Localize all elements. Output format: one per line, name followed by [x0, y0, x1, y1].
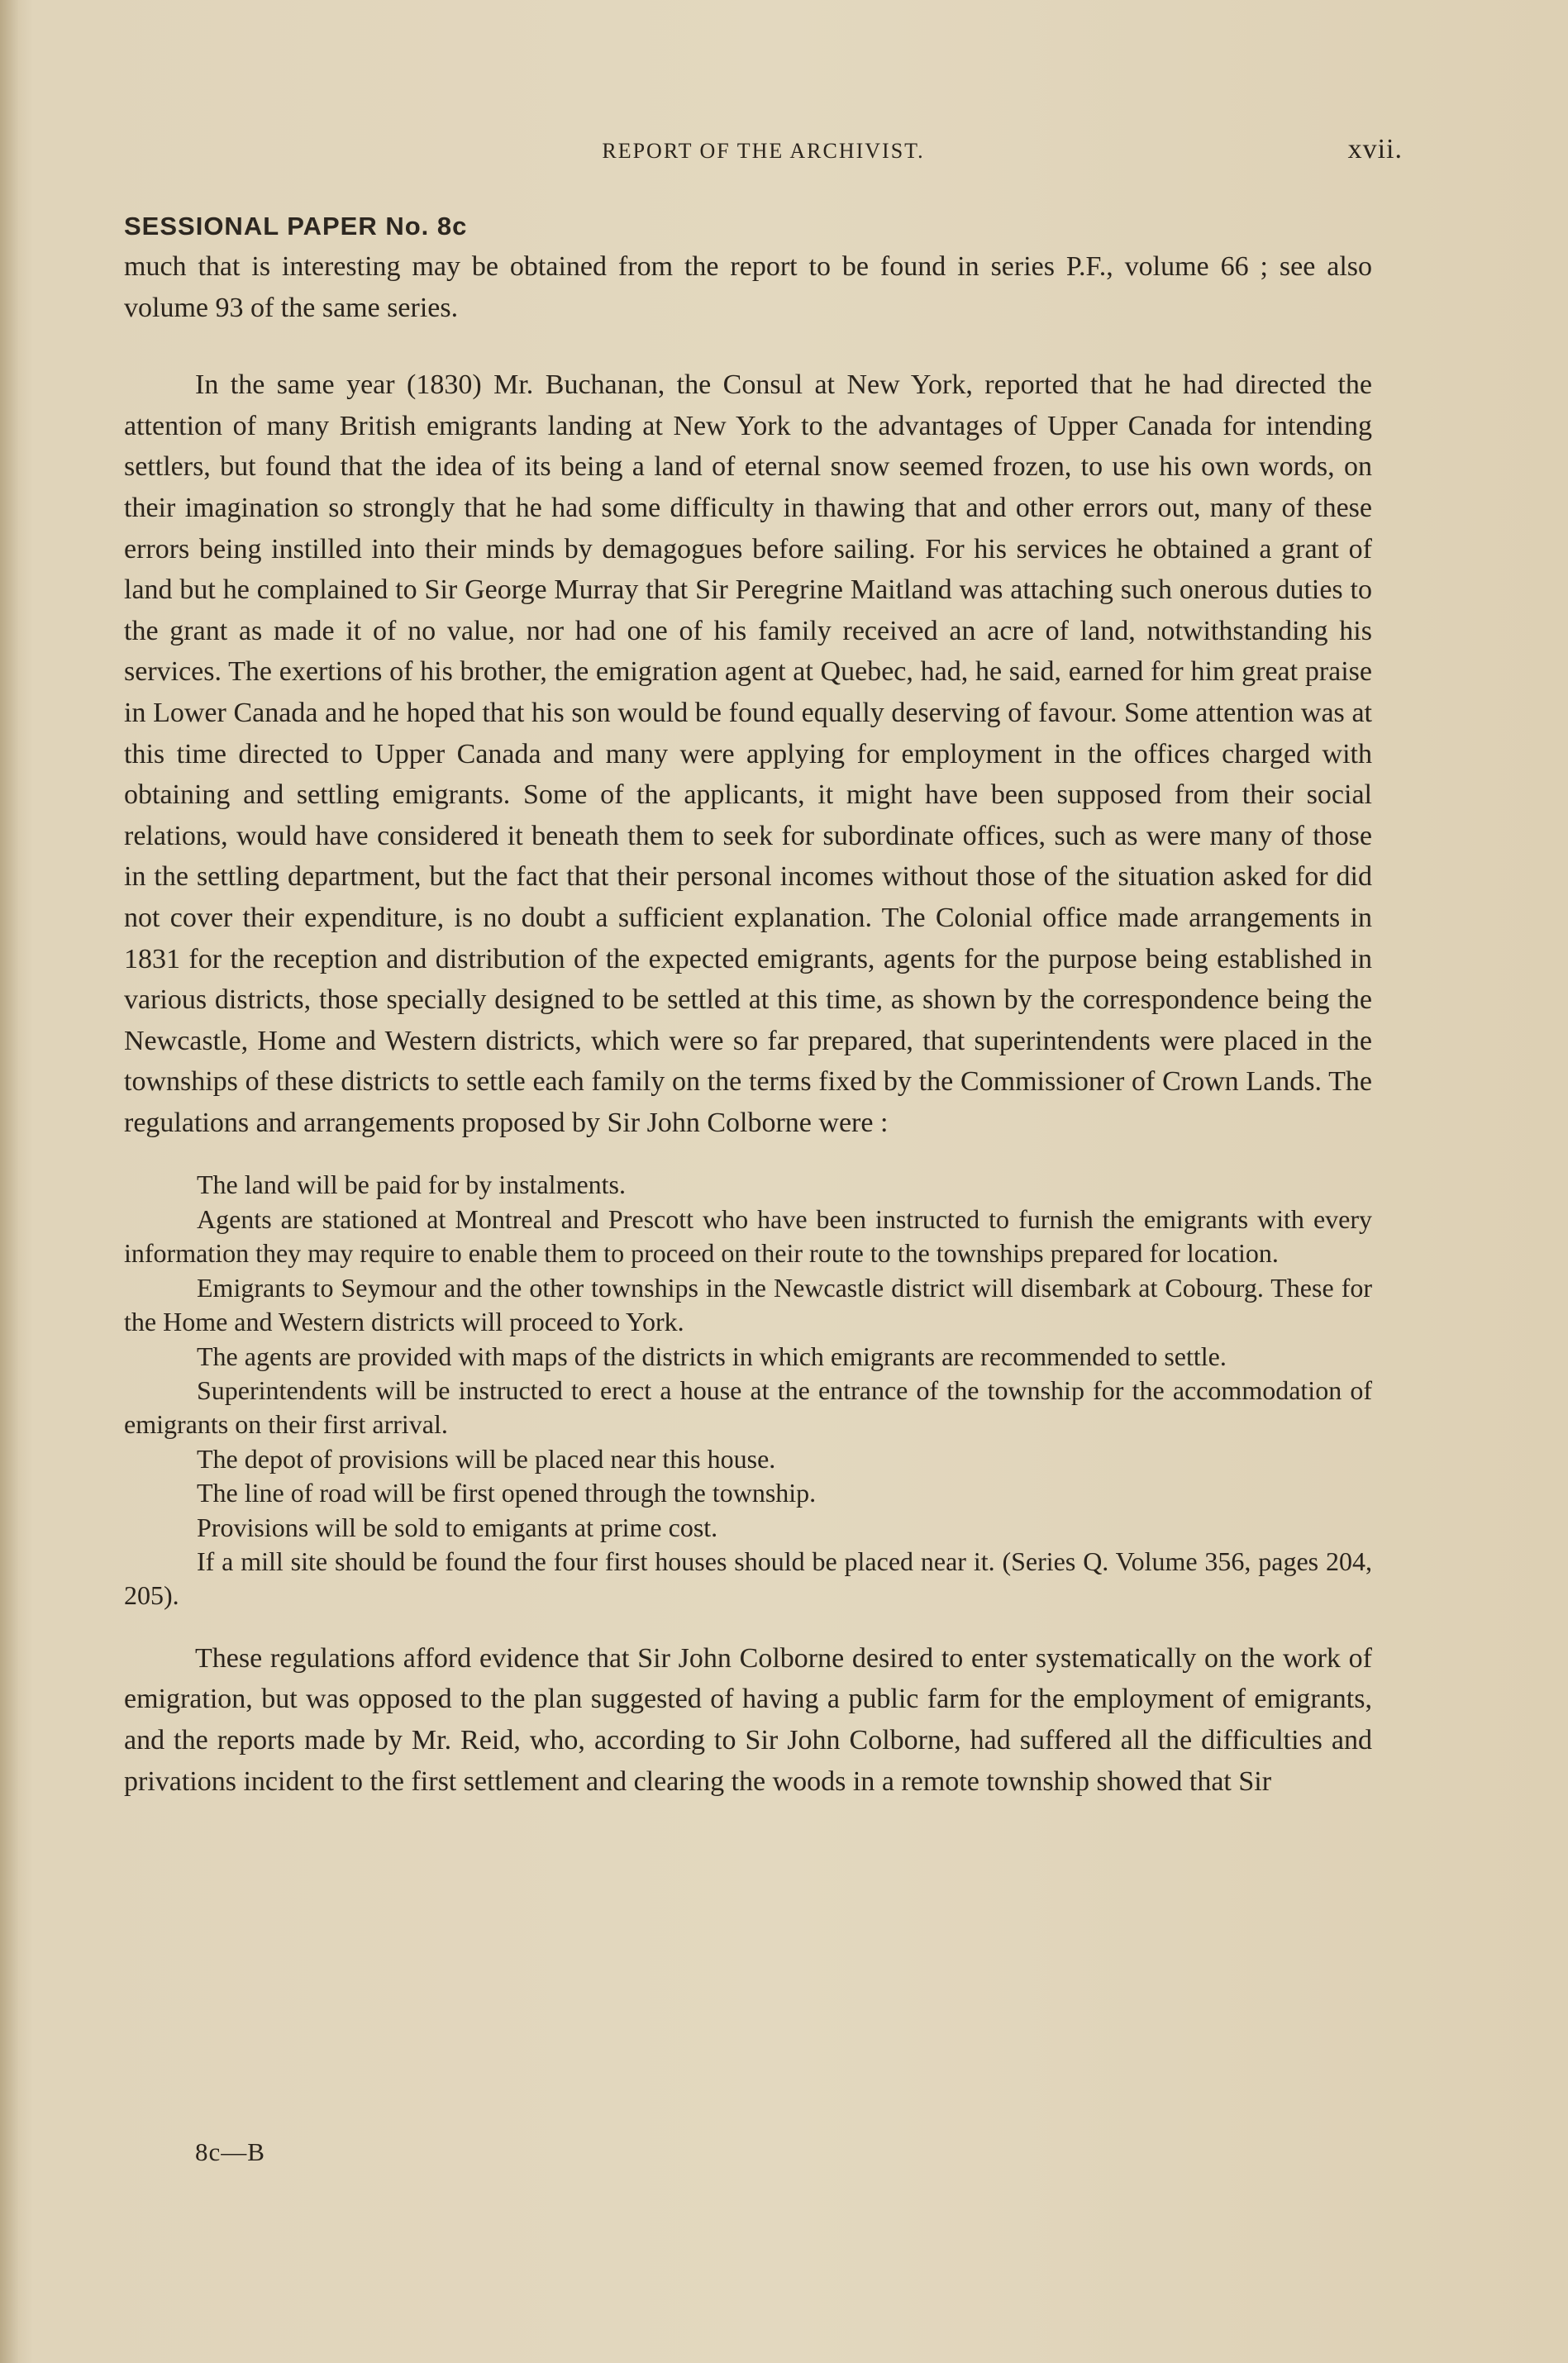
paragraph-continuation: much that is interesting may be obtained from the report to be found in series P.F., volume 66 ; see also volume 93 of the same series. — [124, 251, 1372, 323]
regulation-item: If a mill site should be found the four first houses should be placed near it. (Series Q. Volume 356, pages 204, 205). — [124, 1546, 1372, 1611]
page-number: xvii. — [1347, 134, 1403, 164]
page-spine-shadow — [0, 0, 18, 2363]
signature-mark: 8c—B — [195, 2137, 265, 2166]
regulation-item: The agents are provided with maps of the districts in which emigrants are recommended to settle. — [197, 1341, 1227, 1371]
regulation-item: The line of road will be first opened through the township. — [197, 1478, 817, 1508]
regulation-item: The depot of provisions will be placed near this house. — [197, 1443, 776, 1474]
paragraph-buchanan: In the same year (1830) Mr. Buchanan, the Consul at New York, reported that he had directed the attention of many British emigrants landing at New York to the advantages of Upper Canada for intending settlers, but found that the idea of its being a land of eternal snow seemed frozen, to use his own words, on their imagination so strongly that he had some difficulty in thawing that and other errors out, many of these errors being instilled into their minds by demagogues before sailing. For his services he obtained a grant of land but he complained to Sir George Murray that Sir Peregrine Maitland was attaching such onerous duties to the grant as made it of no value, nor had one of his family received an acre of land, notwithstanding his services. The exertions of his brother, the emigration agent at Quebec, had, he said, earned for him great praise in Lower Canada and he hoped that his son would be found equally deserving of favour. Some attention was at this time directed to Upper Canada and many were applying for employment in the offices charged with obtaining and settling emigrants. Some of the applicants, it might have been supposed from their social relations, would have considered it beneath them to seek for subordinate offices, such as were many of those in the settling department, but the fact that their personal incomes without those of the situation asked for did not cover their expenditure, is no doubt a sufficient explanation. The Colonial office made arrangements in 1831 for the reception and distribution of the expected emigrants, agents for the purpose being established in various districts, those specially designed to be settled at this time, as shown by the correspondence being the Newcastle, Home and Western districts, which were so far prepared, that superintendents were placed in the townships of these districts to settle each family on the terms fixed by the Commissioner of Crown Lands. The regulations and arrangements proposed by Sir John Colborne were : — [124, 369, 1372, 1138]
page-header — [124, 134, 1403, 172]
regulations-list — [124, 1168, 1372, 1613]
running-head: REPORT OF THE ARCHIVIST. — [602, 139, 925, 163]
regulation-item: Agents are stationed at Montreal and Prescott who have been instructed to furnish the emigrants with every information they may require to enable them to proceed on their route to the townships prepared for location. — [124, 1203, 1372, 1269]
sessional-paper-label: SESSIONAL PAPER No. 8c — [124, 212, 468, 241]
regulation-item: Emigrants to Seymour and the other townships in the Newcastle district will disembark at Cobourg. These for the Home and Western districts will proceed to York. — [124, 1272, 1372, 1337]
regulation-item: Superintendents will be instructed to erect a house at the entrance of the township for the accommodation of emigrants on their first arrival. — [124, 1374, 1372, 1440]
paragraph-regulations-evidence: These regulations afford evidence that Sir John Colborne desired to enter systematically on the work of emigration, but was opposed to the plan suggested of having a public farm for the employment of emigrants, and the reports made by Mr. Reid, who, according to Sir John Colborne, had suffered all the difficulties and privations incident to the first settlement and clearing the woods in a remote township showed that Sir — [124, 1642, 1372, 1797]
regulation-item: Provisions will be sold to emigants at prime cost. — [197, 1512, 718, 1542]
body-text — [124, 246, 1372, 1802]
regulation-item: The land will be paid for by instalments. — [197, 1170, 626, 1200]
